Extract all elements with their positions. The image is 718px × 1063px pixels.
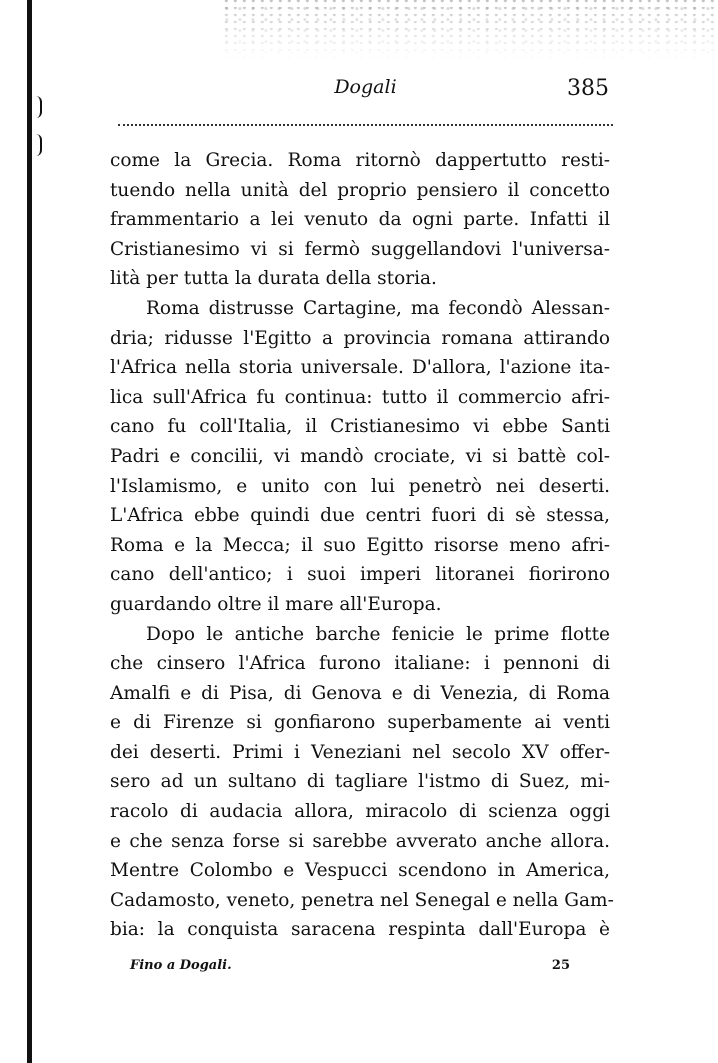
text-line: l'Africa nella storia universale. D'allora, l'azione ita- [110,357,610,379]
text-line: Padri e concilii, vi mandò crociate, vi si battè col- [110,445,610,467]
text-line: guardando oltre il mare all'Europa. [110,593,442,615]
text-line: frammentario a lei venuto da ogni parte. Infatti il [110,209,610,231]
text-line: dria; ridusse l'Egitto a provincia romana attirando [110,327,610,349]
text-line: tuendo nella unità del proprio pensiero il concetto [110,179,610,201]
page-footer [130,958,570,980]
body-text [110,146,614,945]
page-edge [27,0,32,1063]
text-line: Dopo le antiche barche fenicie le prime flotte [146,623,610,645]
text-line: racolo di audacia allora, miracolo di scienza oggi [110,801,610,823]
paper-speckle [220,0,718,60]
page-number: 385 [567,76,609,101]
text-line: sero ad un sultano di tagliare l'istmo di Suez, mi- [110,771,610,793]
text-line: come la Grecia. Roma ritornò dappertutto resti- [110,150,610,171]
signature-mark: Fino a Dogali. [130,958,232,973]
text-line: Roma e la Mecca; il suo Egitto risorse meno afri- [110,534,610,556]
binding-mark [36,134,42,156]
text-line: dei deserti. Primi i Veneziani nel secolo XV offer- [110,741,610,763]
sheet-number: 25 [551,958,570,973]
header-rule [118,124,613,126]
text-line: L'Africa ebbe quindi due centri fuori di sè stessa, [110,505,610,527]
text-line: lità per tutta la durata della storia. [110,268,437,290]
running-title: Dogali [334,76,397,98]
text-line: Mentre Colombo e Vespucci scendono in America, [110,860,610,882]
text-line: e che senza forse si sarebbe avverato anche allora. [110,830,610,852]
text-line: Cristianesimo vi si fermò suggellandovi l'universa- [110,238,610,260]
text-line: l'Islamismo, e unito con lui penetrò nei deserti. [110,475,610,497]
text-line: cano dell'antico; i suoi imperi litoranei fiorirono [110,564,610,586]
text-line: che cinsero l'Africa furono italiane: i pennoni di [110,653,610,675]
page-header [118,72,613,108]
text-line: Amalfi e di Pisa, di Genova e di Venezia, di Roma [110,682,610,704]
text-line: Roma distrusse Cartagine, ma fecondò Alessan- [146,297,610,319]
text-line: bia: la conquista saracena respinta dall'Europa è [110,919,610,941]
text-line: e di Firenze si gonfiarono superbamente ai venti [110,712,610,734]
text-line: Cadamosto, veneto, penetra nel Senegal e nella Gam- [110,889,614,911]
text-line: lica sull'Africa fu continua: tutto il commercio afri- [110,386,610,408]
text-line: cano fu coll'Italia, il Cristianesimo vi ebbe Santi [110,416,610,438]
binding-mark [36,96,42,118]
